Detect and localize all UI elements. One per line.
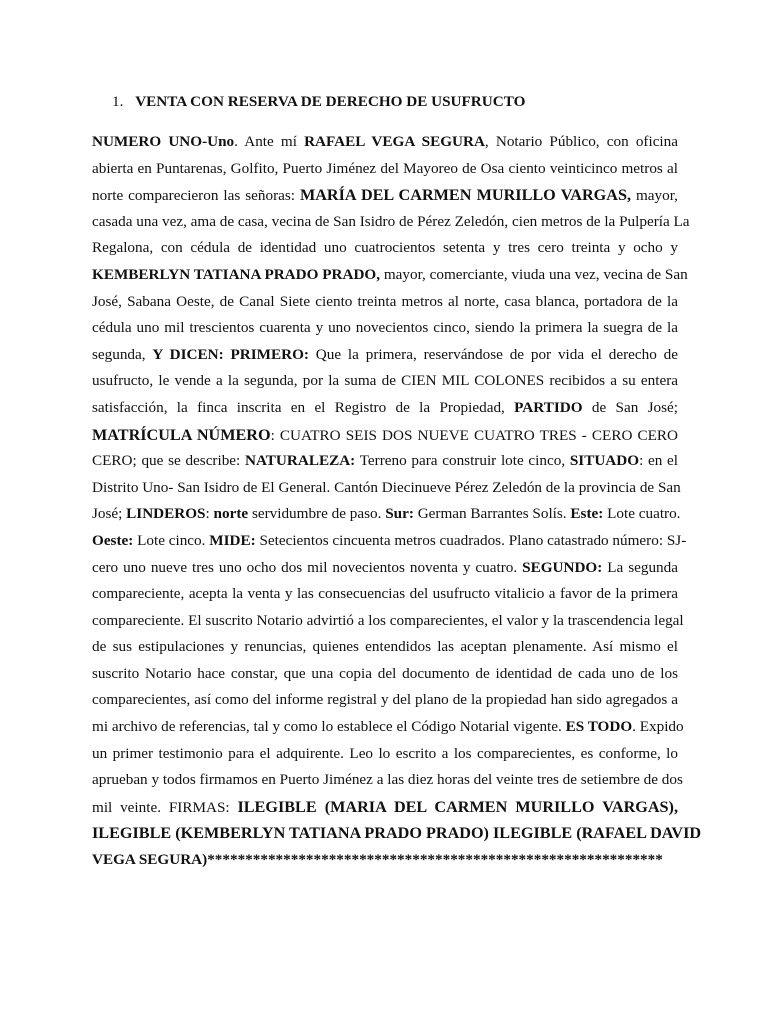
text-line [92,634,678,661]
text-line [92,448,678,475]
text-segment: de San José; [582,398,678,416]
text-segment: cero uno nueve tres uno ocho dos mil novecientos noventa y cuatro. [92,558,523,576]
bold-text-segment: MARÍA DEL CARMEN MURILLO VARGAS, [299,186,632,205]
text-segment: La segunda [602,558,678,576]
text-segment: Setecientos cincuenta metros cuadrados. Plano catastrado número: SJ- [255,531,687,549]
text-segment: José; [92,505,127,523]
text-segment: aprueban y todos firmamos en Puerto Jiménez a las diez horas del veinte tres de setiembre de dos [92,771,683,789]
bold-text-segment: Sur: [385,505,414,523]
section-heading [112,92,525,112]
text-segment: mayor, [631,187,678,205]
text-line [92,661,678,688]
bold-text-segment: ILEGIBLE (MARIA DEL CARMEN MURILLO VARGAS), [237,797,678,816]
text-segment: compareciente, acepta la venta y las consecuencias del usufructo vitalicio a favor de la primera [92,585,678,603]
text-segment: : CUATRO SEIS DOS NUEVE CUATRO TRES - CERO CERO [270,426,678,444]
text-line [92,555,678,582]
bold-text-segment: NUMERO UNO-Uno [92,133,235,150]
bold-text-segment: SITUADO [569,452,640,470]
bold-text-segment: MIDE: [209,531,256,549]
text-line [92,129,678,156]
section-title: VENTA CON RESERVA DE DERECHO DE USUFRUCTO [135,93,526,110]
text-line [92,156,678,183]
text-segment: mi archivo de referencias, tal y como lo establece el Código Notarial vigente. [92,718,566,736]
text-segment: José, Sabana Oeste, de Canal Siete ciento treinta metros al norte, casa blanca, portadora de la [92,292,678,310]
bold-text-segment: VEGA SEGURA) [92,851,208,869]
text-line [92,528,687,555]
text-line [92,687,678,714]
text-segment: Lote cinco. [133,531,210,549]
text-segment: mil veinte. FIRMAS: [92,798,238,816]
text-line [92,395,678,422]
bold-text-segment: KEMBERLYN TATIANA PRADO PRADO, [92,265,381,283]
text-line [92,714,684,741]
text-segment: segunda, [92,345,153,363]
bold-text-segment: RAFAEL VEGA SEGURA [304,133,485,150]
section-number: 1. [112,93,124,110]
text-line [92,847,678,874]
text-segment: Distrito Uno- San Isidro de El General. Cantón Diecinueve Pérez Zeledón de la provincia de San [92,478,681,496]
bold-text-segment: Y DICEN: PRIMERO: [152,345,309,363]
bold-text-segment: PARTIDO [514,398,583,416]
bold-text-segment: ES TODO [565,718,633,736]
text-line [92,262,688,289]
text-segment: de sus estipulaciones y renuncias, quienes entendidos las aceptan plenamente. Así mismo el [92,638,678,656]
text-line [92,209,690,236]
text-segment: servidumbre de paso. [248,505,386,523]
text-line [92,368,678,395]
text-line [92,342,678,369]
text-segment: . Ante mí [234,133,305,150]
bold-text-segment: Oeste: [92,531,134,549]
text-segment: : [205,505,214,523]
text-segment: . Expido [632,718,684,736]
bold-text-segment: SEGUNDO: [522,558,603,576]
bold-text-segment: norte [213,505,249,523]
bold-text-segment: MATRÍCULA NÚMERO [92,425,271,444]
text-line [92,289,678,316]
text-segment: CERO; que se describe: [92,452,245,470]
text-line [92,820,702,847]
text-segment: Lote cuatro. [603,505,681,523]
bold-text-segment: LINDEROS [126,505,206,523]
text-line [92,501,681,528]
text-segment: German Barrantes Solís. [413,505,571,523]
text-segment: : en el [639,452,679,470]
text-line [92,182,678,209]
deed-body-paragraph [92,129,702,874]
text-segment: satisfacción, la finca inscrita en el Registro de la Propiedad, [92,398,515,416]
text-segment: Que la primera, reservándose de por vida el derecho de [308,345,678,363]
text-line [92,608,684,635]
text-segment: Regalona, con cédula de identidad uno cuatrocientos setenta y tres cero treinta y ocho y [92,239,678,257]
text-segment: comparecientes, así como del informe registral y del plano de la propiedad han sido agregados a [92,691,678,709]
bold-text-segment: ILEGIBLE (KEMBERLYN TATIANA PRADO PRADO) ILEGIBLE (RAFAEL DAVID [92,824,702,843]
text-line [92,767,683,794]
text-segment: , Notario Público, con oficina [484,133,678,150]
text-segment: compareciente. El suscrito Notario advirtió a los comparecientes, el valor y la trascendencia legal [92,611,684,629]
text-line [92,475,681,502]
text-line [92,741,678,768]
bold-text-segment: Este: [570,505,604,523]
bold-text-segment: NATURALEZA: [244,452,356,470]
text-segment: mayor, comerciante, viuda una vez, vecina de San [380,265,688,283]
text-segment: abierta en Puntarenas, Golfito, Puerto Jiménez del Mayoreo de Osa ciento veinticinco metros al [92,159,678,177]
bold-text-segment: ************************************************************ [207,851,663,869]
text-segment: suscrito Notario hace constar, que una copia del documento de identidad de cada uno de los [92,664,678,682]
text-segment: norte comparecieron las señoras: [92,187,300,205]
text-line [92,235,678,262]
text-segment: cédula uno mil trescientos cuarenta y uno novecientos cinco, siendo la primera la suegra de la [92,319,678,337]
text-line [92,315,678,342]
text-segment: un primer testimonio para el adquirente. Leo lo escrito a los comparecientes, es conforme, lo [92,744,678,762]
text-line [92,581,678,608]
text-line [92,422,678,449]
text-segment: casada una vez, ama de casa, vecina de San Isidro de Pérez Zeledón, cien metros de la Pulpería La [92,212,690,230]
text-segment: Terreno para construir lote cinco, [355,452,570,470]
text-line [92,794,678,821]
text-segment: usufructo, le vende a la segunda, por la suma de CIEN MIL COLONES recibidos a su entera [92,372,678,390]
